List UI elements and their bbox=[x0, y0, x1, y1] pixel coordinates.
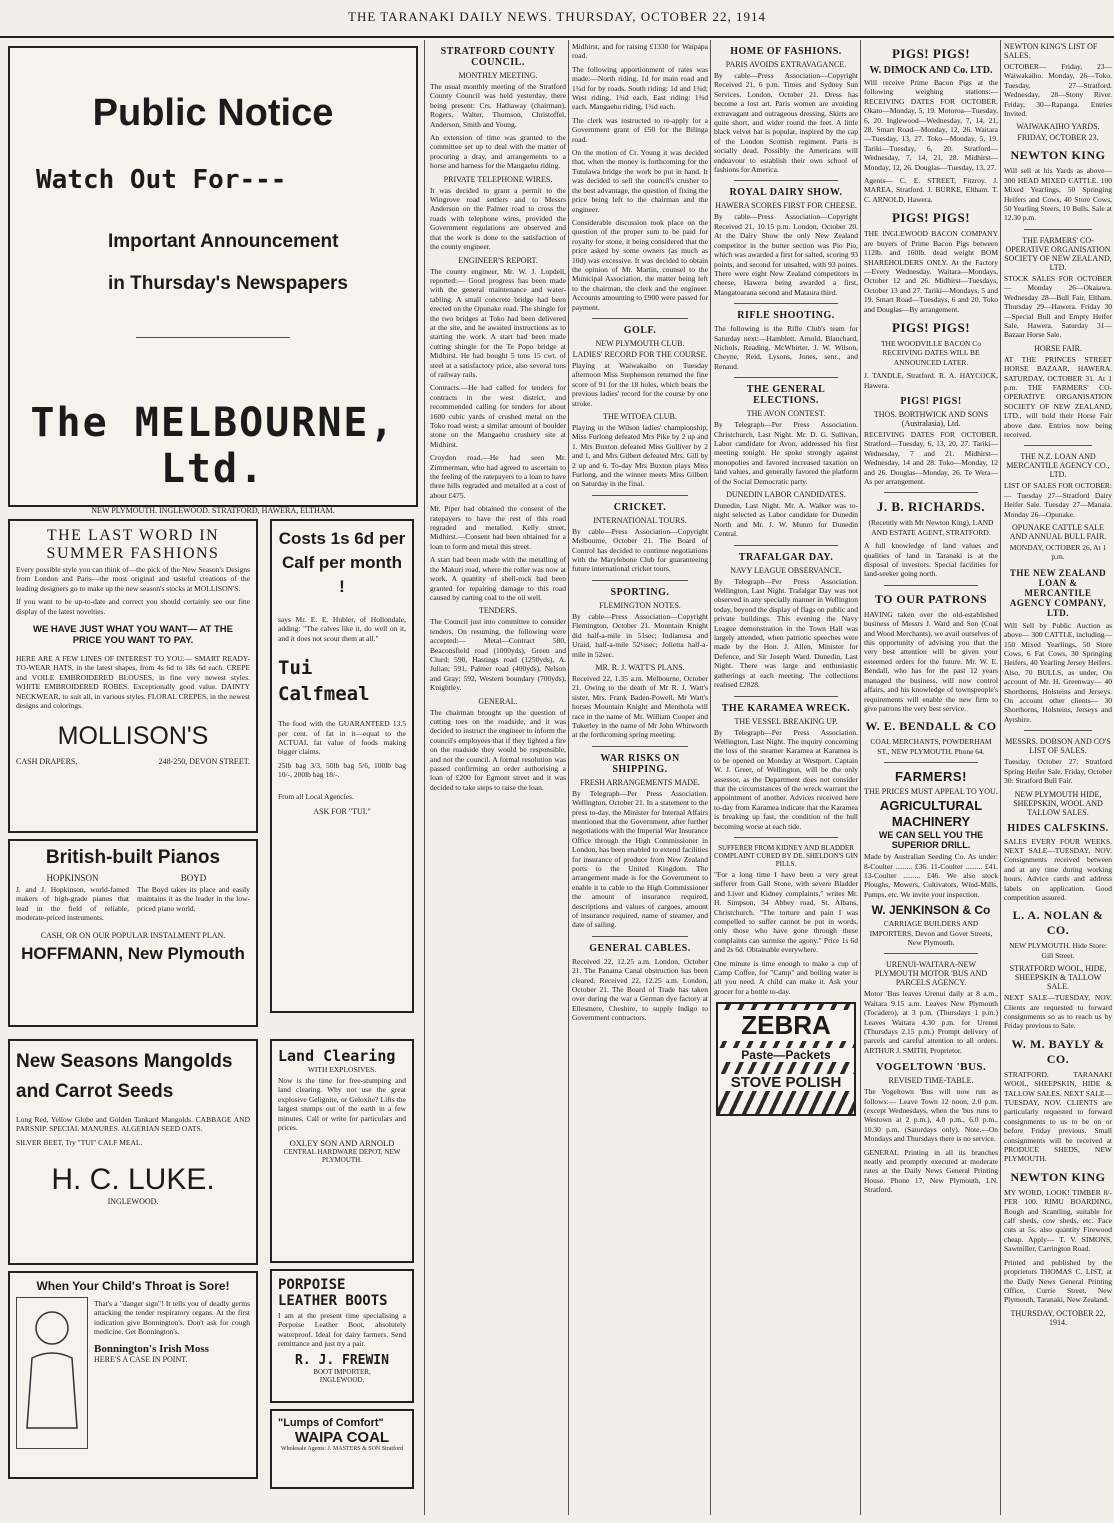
mollisons-intro: Every possible style you can think of—the pick of the New Season's Designs from London and Paris—the most original and tasteful creations of the leading designers go to make up the new season's stocks at MOLLISON'S. bbox=[16, 565, 250, 593]
mangolds-side: SILVER BEET, Try "TUI" CALF MEAL. bbox=[16, 1137, 143, 1147]
karamea-heading: THE KARAMEA WRECK. bbox=[721, 702, 851, 714]
col3-p3: On the motion of Cr. Young it was decided that, when the money is forthcoming for the Tutulawa bridge the work be put in hand. It was decided to sell the council's crusher to the best advantage, the question of fixing the price being left to the chairman and the engineer. bbox=[572, 148, 708, 214]
calfmeal-ad bbox=[270, 519, 414, 1013]
golf-body: Playing at Waiwakaiho on Tuesday afternoon Miss Stephenson returned the fine score of 91 for the 18 holes, which beats the previous ladies' record for the course by one stroke. bbox=[572, 360, 708, 408]
frewin-name: R. J. FREWIN bbox=[295, 1352, 389, 1368]
column-5 bbox=[864, 40, 998, 1515]
column-3 bbox=[572, 40, 708, 1515]
kidney-body: "For a long time I have been a very great sufferer from Gall Stone, with severe Bladder and Liver and Kidney complaints," writes Mr. H. Simpson, 34 Abbey road, St. Albans, Christchurch. "The torture and pain I was compelled to suffer cannot be put in words, only those who have gone through these complaints can surmise the agony." Price 1s 6d and 2s 6d. Obtainable everywhere. bbox=[714, 869, 858, 955]
pianos-terms: CASH, OR ON OUR POPULAR INSTALMENT PLAN. bbox=[40, 930, 226, 940]
stratford-council-heading: STRATFORD COUNTY COUNCIL. bbox=[440, 46, 556, 68]
opunake-heading: OPUNAKE CATTLE SALE AND ANNUAL BULL FAIR. bbox=[1009, 523, 1107, 541]
irish-moss-body: That's a "danger sign"! It tells you of deadly germs attacking the tender respiratory organs. At the first indication give Bonnington's. Don't ask for cough medicine. Get Bonnington's. bbox=[94, 1299, 250, 1337]
zebra-word: ZEBRA bbox=[718, 1010, 854, 1041]
council-p4: The county engineer, Mr. W. J. Lopdell, reported:— Good progress has been made with the general maintenance and water-tabling. A small concrete bridge had been erected on the Opunake road. The shingle for the two bridges at Toko had been delivered at the site, and he awaited instructions as to starting the work. A start had been made cutting shingle for the Te Popo bridge at Midhirst. He had bought 5 tons 15 cwt. of steel at a satisfactory price, also several tons of railway rails. bbox=[430, 266, 566, 379]
frewin-town: INGLEWOOD. bbox=[319, 1375, 365, 1384]
council-p9: The Council just into committee to consider tenders. On resuming, the following were accepted:— Metal—Contract 580, Beaconsfield road (1000yds), Green and Clurd; 590, Hastings road (1250yds), A. Julian; 591, Palmer road (400yds), Nelson and Gray; 592, Western boundary (700yds), Knightley. bbox=[430, 617, 566, 693]
frewin-trade: BOOT IMPORTER, bbox=[313, 1367, 371, 1376]
zebra-polish: STOVE POLISH bbox=[718, 1074, 854, 1091]
woodville-agents: J. TANDLE, Stratford. R. A. HAYCOCK, Hawera. bbox=[864, 371, 998, 390]
newton-king-list-heading: NEWTON KING'S LIST OF SALES. bbox=[1004, 42, 1098, 60]
trafalgar-body: By Telegraph—Per Press Association. Wellington, Last Night. Trafalgar Day was not observed in any specially manner in Wellington today, beyond the display of flags on public and private buildings. This evening the Navy League demonstration in the Town Hall was largely attended, when patriotic speeches were made by the Hon. J. Allen, Minister for Defence, and Sir Joseph Ward. Dunedin, Last Night. There was large and enthusiastic gatherings at each meeting. The collections realised £2828. bbox=[714, 576, 858, 690]
watch-out-text: Watch Out For--- bbox=[36, 165, 287, 195]
public-notice-ad bbox=[8, 46, 418, 515]
zebra-paste: Paste—Packets bbox=[718, 1048, 854, 1062]
column-4 bbox=[714, 40, 858, 1515]
dairy-body: By cable—Press Association—Copyright Received 21, 10.15 p.m. London, October 20. At the Dairy Show the only New Zealand competitor in the butter section was Pio Pio, which was awarded a first for salted, scoring 93 points, and second for unsalted, with 93 points. There were eight New Zealand competitors in cheese, Hawera being awarded a first, Mangatoarana second and Mataura third. bbox=[714, 212, 858, 297]
mollisons-items: HERE ARE A FEW LINES OF INTEREST TO YOU:— SMART READY-TO-WEAR HATS, in the latest shapes, from 4s 6d to 18s 6d each. CREPE and VOILE EMBROIDERED BLOUSES, in fine very newest styles. WHITE EMBROIDERED ROBES. Exceptionally good value. DAINTY NECKWEAR, to suit all, in various styles. FLORAL CREPES, in the newest designs and colorings. bbox=[16, 654, 250, 711]
tui-calfmeal-brand: Tui Calfmeal bbox=[278, 657, 370, 706]
pigs-heading-4: PIGS! PIGS! bbox=[900, 395, 962, 407]
column-6 bbox=[1004, 40, 1112, 1515]
important-announcement: Important Announcement bbox=[108, 231, 339, 252]
sporting-heading: SPORTING. bbox=[610, 586, 670, 598]
farmers-sub: THE PRICES MUST APPEAL TO YOU. bbox=[864, 787, 998, 797]
hides-body: SALES EVERY FOUR WEEKS. NEXT SALE—TUESDAY, NOV. Consignments received between and at any time during working hours. Advice cards and address labels on application. Good competition assured. bbox=[1004, 836, 1112, 902]
printing-notice: GENERAL Printing in all its branches neatly and promptly executed at moderate rates at the Daily News General Printing House. Phone 17, New Plymouth, LN. Stratford. bbox=[864, 1147, 998, 1195]
pianos-ad bbox=[8, 839, 258, 1027]
boyd-text: The Boyd takes its place and easily maintains it as the leader in the low-priced piano world. bbox=[137, 885, 250, 913]
public-notice-title: Public Notice bbox=[92, 92, 334, 134]
vogeltown-heading: VOGELTOWN 'BUS. bbox=[875, 1061, 987, 1074]
column-rule bbox=[424, 40, 425, 1515]
dimock-agents: Agents— C. E. STREET, Fitzroy. J. MAREA, Stratford. J. BURKE, Eltham. T. C. ARNOLD, Hawera. bbox=[864, 176, 998, 204]
avon-body: By Telegraph—Per Press Association. Christchurch, Last Night. Mr. D. G. Sullivan, Labor candidate for Avon, addressed his first meeting tonight. He spoke strongly against monopolies and favored increased taxation on land values, and generally favored the platform of the Social Democratic party. bbox=[714, 420, 858, 486]
council-p6: Croydon road.—He had seen Mr. Zimmerman, who had agreed to ascertain to the feeling of the ratepayers to a loan to have three hills regraded and metalled at a cost of about £475. bbox=[430, 453, 566, 500]
tenders-sub: TENDERS. bbox=[479, 606, 517, 616]
col3-lead: Midhirst, and for raising £1330 for Waipapa road. bbox=[572, 42, 708, 61]
cricket-body: By cable—Press Association—Copyright Melbourne, October 21. The Board of Control has decided to continue negotiations with the Marylebone Club for guaranteeing future international cricket tours. bbox=[572, 526, 708, 574]
trafalgar-heading: TRAFALGAR DAY. bbox=[738, 551, 834, 563]
hoffmann-name: HOFFMANN, New Plymouth bbox=[21, 943, 245, 963]
porpoise-body: I am at the present time specialising a Porpoise Leather Boot, absolutely waterproof. Ideal for dairy farmers. Send remittance and just try a pair. bbox=[278, 1311, 406, 1349]
divider bbox=[1024, 229, 1092, 230]
council-p5: Contracts.—He had called for tenders for contracts in the west district, and recommended calling for tenders for about 1600 cubic yards of crushed metal on the Toko road west; a similar amount of boulder stone on the Mangaehu crushery site at Midhirst. bbox=[430, 383, 566, 449]
calfmeal-prices: 25lb bag 3/3, 50lb bag 5/6, 100lb bag 10/-, 200lb bag 18/-. bbox=[278, 760, 406, 780]
zebra-stove-polish-ad bbox=[716, 1002, 856, 1116]
land-clearing-heading: Land Clearing bbox=[278, 1047, 396, 1065]
dunedin-sub: DUNEDIN LABOR CANDIDATES. bbox=[726, 490, 846, 499]
waiwakaiho-yards: WAIWAKAIHO YARDS. bbox=[1016, 122, 1100, 132]
divider bbox=[592, 580, 688, 581]
patrons-heading: TO OUR PATRONS bbox=[874, 591, 988, 606]
divider bbox=[884, 762, 978, 763]
kidney-heading: SUFFERER FROM KIDNEY AND BLADDER COMPLAINT CURED BY DE. SHELDON'S GIN PILLS. bbox=[714, 843, 858, 868]
divider bbox=[592, 495, 688, 496]
war-risks-heading: WAR RISKS ON SHIPPING. bbox=[600, 752, 680, 775]
divider bbox=[734, 696, 838, 697]
irish-moss-ad bbox=[8, 1271, 258, 1479]
calfmeal-heading: Costs 1s 6d per Calf per month ! bbox=[278, 529, 406, 596]
sporting-sub: FLEMINGTON NOTES. bbox=[599, 600, 681, 610]
stratford-wool-heading: STRATFORD WOOL, HIDE, SHEEPSKIN & TALLOW SALE. bbox=[1009, 964, 1107, 992]
golf-sub: NEW PLYMOUTH CLUB. bbox=[595, 338, 685, 348]
stock-sales-body: STOCK SALES FOR OCTOBER— Monday 26—Okaiawa. Wednesday 28—Bull Fair, Eltham. Thursday 29—Hawera. Friday 30—Special Bull and Empty Heifer Sale, Hawera. Saturday 31—Bazaar Horse Sale. bbox=[1004, 273, 1112, 340]
calfmeal-agencies: From all Local Agencies. bbox=[278, 791, 354, 801]
waipa-agents: Wholesale Agents: J. MASTERS & SON Stratford bbox=[280, 1446, 404, 1452]
paris-sub: PARIS AVOIDS EXTRAVAGANCE. bbox=[725, 60, 847, 69]
column-rule bbox=[860, 40, 861, 1515]
friday-date: FRIDAY, OCTOBER 23. bbox=[1017, 133, 1099, 143]
mollisons-cash: CASH DRAPERS, bbox=[16, 757, 78, 767]
divider bbox=[884, 953, 978, 954]
hopkinson-text: J. and J. Hopkinson, world-famed makers of high-grade pianos that lead in the field of reliable, moderate-priced instruments. bbox=[16, 885, 129, 923]
hides-calfskins: HIDES CALFSKINS. bbox=[1007, 822, 1109, 834]
bayly-body: STRATFORD. TARANAKI WOOL, SHEEPSKIN, HIDE & TALLOW SALES. NEXT SALE—TUESDAY, NOV. CLIENTS are particularly requested to forward consignments to us to be on or before Friday previous. Small consignments will be received at PRODUCE SHEDS, NEW PLYMOUTH. bbox=[1004, 1069, 1112, 1164]
oxley-name: OXLEY SON AND ARNOLD bbox=[289, 1138, 395, 1149]
luke-town: INGLEWOOD. bbox=[107, 1197, 159, 1207]
newton-king-name-2: NEWTON KING bbox=[1010, 1169, 1106, 1184]
machinery-heading: AGRICULTURAL MACHINERY bbox=[879, 798, 983, 830]
bendall-sub: COAL MERCHANTS, POWDERHAM ST., NEW PLYMOUTH. Phone 64. bbox=[870, 737, 992, 756]
karamea-body: By Telegraph—Per Press Association. Wellington, Last Night. The inquiry concerning the loss of the steamer Karamea at Karamea is to be opened on Monday at Westport. Captain W. J. Greer, of Wellington, will be the only assessor, as the Department does not consider that the circumstances of the wreck warrant the appointment of another. Advices received here to-day from Karamea indicate that the Karamea is breaking up fast, the condition of the hull becoming worse at each tide. bbox=[714, 727, 858, 831]
richards-name: J. B. RICHARDS. bbox=[876, 499, 986, 515]
pigs-heading-2: PIGS! PIGS! bbox=[891, 210, 971, 226]
divider bbox=[884, 585, 978, 586]
divider bbox=[734, 303, 838, 304]
vogeltown-sub: REVISED TIME-TABLE. bbox=[888, 1076, 974, 1086]
dunedin-body: Dunedin, Last Night. Mr. A. Walker was to-night selected as Labor candidate for Dunedin North and Mr. J. W. Munro for Dunedin Central. bbox=[714, 501, 858, 539]
bendall-name: W. E. BENDALL & CO bbox=[865, 719, 997, 734]
nolan-name: L. A. NOLAN & CO. bbox=[1012, 908, 1104, 938]
thursday-newspapers: in Thursday's Newspapers bbox=[108, 273, 348, 294]
loan-heading: THE N.Z. LOAN AND MERCANTILE AGENCY CO., LTD. bbox=[1006, 452, 1110, 480]
porpoise-heading: PORPOISE LEATHER BOOTS bbox=[278, 1277, 388, 1309]
mangolds-heading: New Seasons Mangolds and Carrot Seeds bbox=[16, 1051, 233, 1102]
royal-dairy-heading: ROYAL DAIRY SHOW. bbox=[729, 187, 843, 199]
pigs-heading-3: PIGS! PIGS! bbox=[891, 319, 971, 335]
mollisons-name: MOLLISON'S bbox=[57, 722, 209, 751]
melbourne-ltd: The MELBOURNE, Ltd. bbox=[30, 400, 396, 492]
waipa-coal-brand: WAIPA COAL bbox=[294, 1429, 390, 1446]
mangolds-body: Long Red, Yellow Globe and Golden Tankard Mangolds. CABBAGE AND PARSNIP. SPECIAL MANURES. ALGERIAN SEED OATS. bbox=[16, 1115, 250, 1134]
horse-fair-body: AT THE PRINCES STREET HORSE BAZAAR, HAWERA. SATURDAY, OCTOBER 31. At 1 p.m. THE FARMERS' CO-OPERATIVE ORGANISATION SOCIETY OF NEW ZEALAND, LTD., will hold their Horse Fair above date. Entries now being received. bbox=[1004, 354, 1112, 439]
divider bbox=[1024, 445, 1092, 446]
col3-p2: The clerk was instructed to re-apply for a Government grant of £50 for the Bilinga road. bbox=[572, 115, 708, 144]
divider bbox=[734, 180, 838, 181]
council-p1: The usual monthly meeting of the Stratford County Council was held yesterday, there being present: Crs. Hathaway (chairman), Rogers, Walter, Thomson, Christoffel, Anderson, Smith and Young. bbox=[430, 82, 566, 129]
mollisons-heading: THE LAST WORD IN SUMMER FASHIONS bbox=[46, 527, 220, 562]
masthead: THE TARANAKI DAILY NEWS. THURSDAY, OCTOBER 22, 1914 bbox=[0, 0, 1114, 38]
nolan-body: NEW PLYMOUTH. Hide Store: Gill Street. bbox=[1009, 941, 1107, 960]
pigs-heading-1: PIGS! PIGS! bbox=[891, 46, 971, 61]
council-p2: An extension of time was granted to the committee set up to deal with the matter of procuring a dray, and arrangements to a horse and harness for the Mangaehu riding. bbox=[430, 133, 566, 171]
council-p3: It was decided to grant a permit to the Wingrove road settlers and to Messrs Anderson on the Palmer road to cross the roads with telephone wires, provided the Government regulations are observed and that the work is done to the satisfaction of the county engineer. bbox=[430, 185, 566, 252]
witoa-body: Playing in the Wilson ladies' championship, Miss Furlong defeated Mrs Pike by 2 up and 1. Mrs Buxton defeated Miss Gulliver by 2 and 1, and Mrs Gilbert defeated Mrs. Gill by 2 up and 6. To-day Mrs Buxton plays Miss Furlong, and the winner meets Miss Gilbert on Saturday in the final. bbox=[572, 423, 708, 489]
divider bbox=[1024, 730, 1092, 731]
hopkinson-name: HOPKINSON bbox=[46, 873, 99, 883]
mollisons-note: If you want to be up-to-date and correct you should certainly see our fine display of the latest novelties. bbox=[16, 597, 250, 616]
mangolds-ad bbox=[8, 1039, 258, 1265]
richards-body: A full knowledge of land values and qualities of land in Taranaki is at the disposal of investors. Special facilities for land-seeker going north. bbox=[864, 541, 998, 579]
divider bbox=[884, 492, 978, 493]
calfmeal-quote: says Mr. E. E. Hubler, of Hollondale, adding: "The calves like it, do well on it, and it does not scour them at all." bbox=[278, 615, 406, 643]
monthly-meeting-sub: MONTHLY MEETING. bbox=[458, 71, 538, 80]
boyd-name: BOYD bbox=[180, 873, 207, 883]
horse-fair-heading: HORSE FAIR. bbox=[1034, 343, 1082, 353]
timber-ad: MY WORD, LOOK! TIMBER 8/- PER 100. RIMU BOARDING, Rough and Scantling, suitable for calf sheds, cow sheds, etc. Face cuts at 5s. also quantity Firewood cheap. Apply— T. V. SIMONS, Sawmiller, Carrington Road. bbox=[1004, 1187, 1112, 1254]
hawera-sub: HAWERA SCORES FIRST FOR CHEESE. bbox=[715, 201, 857, 211]
divider bbox=[592, 318, 688, 319]
witoa-sub: THE WITOEA CLUB. bbox=[603, 412, 677, 421]
mollisons-address: 248-250, DEVON STREET. bbox=[158, 757, 250, 767]
cricket-heading: CRICKET. bbox=[613, 501, 667, 513]
opunake-body: MONDAY, OCTOBER 26, At 1 p.m. bbox=[1009, 543, 1107, 562]
farmers-heading: FARMERS! bbox=[895, 769, 967, 785]
child-illustration bbox=[16, 1297, 88, 1449]
melbourne-towns: NEW PLYMOUTH. INGLEWOOD. STRATFORD, HAWERA, ELTHAM. bbox=[91, 506, 335, 515]
calfmeal-body: The food with the GUARANTEED 13.5 per cent. of fat in it—equal to the ACTUAL fat value of foods making bigger claims. bbox=[278, 719, 406, 757]
war-risks-body: By Telegraph—Per Press Association. Wellington, October 21. In a statement to the press to-day, the Minister for Internal Affairs mentioned that the Government, after further negotiations with the Imperial War Insurance Office through the High Commissioner in London, has been enabled to extend facilities for insurance of produce from New Zealand ports to the United Kingdom. The arrangement made is for the Government to enable it to cable to the High Commissioner the amount of insurance required, descriptions and values of cargoes, amount of insurance required, name of steamer, and date of sailing. bbox=[572, 788, 708, 930]
golf-heading: GOLF. bbox=[623, 324, 657, 336]
sporting-body: By cable—Press Association—Copyright Flemington, October 21. Mountain Knight did half-a-mile in 51sec; Indianusa and Uraid, half-a-mile 52¼sec; Jolietta half-a-mile in 52sec. bbox=[572, 611, 708, 659]
council-p10: The chairman brought up the question of cutting toes on the roadside, and it was decided to instruct the engineer to inform the council's employees that if they lighted a fire on the roadside they would be responsible, and not the council. A formal resolution was passed confirming an order authorising a loan of £200 for Egmont street and it was decided to take steps to raise the loan. bbox=[430, 707, 566, 792]
col3-p4: Considerable discussion took place on the question of the proper sum to be paid for royalty for stone, it being considered that the price asked by some owners (as much as 10d) was excessive. It was decided to obtain the opinion of Mr. Martin, counsel to the Municipal Association, the matter being left to the chairman, the clerk and the engineer. Accounts amounting to £900 were passed for payment. bbox=[572, 217, 708, 312]
pianos-heading: British-built Pianos bbox=[45, 847, 221, 868]
calfmeal-ask: ASK FOR "TUI." bbox=[313, 807, 371, 817]
council-p7: Mr. Piper had obtained the consent of the ratepayers to have the rest of this road regraded and metalled. Kelly street, Midhirst.—Consent had been obtained for a loan to form and metal this street. bbox=[430, 504, 566, 551]
borthwick-body: RECEIVING DATES FOR OCTOBER. Stratford—Tuesday, 6, 13, 20, 27. Tariki—Wednesday, 7 and 21. Midhirst—Wednesday, 14 and 28. Toko—Monday, 12 and 26. Douglas—Monday, 26. Te Wera—As per arrangement. bbox=[864, 429, 998, 486]
dimock-name: W. DIMOCK AND Co. LTD. bbox=[869, 65, 993, 76]
oxley-sub: CENTRAL HARDWARE DEPOT, NEW PLYMOUTH. bbox=[283, 1148, 401, 1165]
dobson-body: Tuesday, October 27: Stratford Spring Heifer Sale. Friday, October 30: Stratford Bull Fair. bbox=[1004, 757, 1112, 786]
vogeltown-body: The Vogeltown 'Bus will now run as follows:— Leave Town 12 noon, 2.0 p.m. (except Wednesdays, when the 'bus runs to Westown at 2 p.m.), 4.0 p.m., 6.0 p.m., 10.30 p.m. (Saturdays only). Note.—On Mondays and Thursdays there is no service. bbox=[864, 1087, 998, 1144]
divider bbox=[734, 837, 838, 838]
irish-moss-brand: Bonnington's Irish Moss bbox=[94, 1342, 209, 1355]
divider bbox=[592, 746, 688, 747]
stratford-wool-body: NEXT SALE—TUESDAY, NOV. Clients are requested to forward consignments so as to reach us by Friday previous to Sale. bbox=[1004, 993, 1112, 1031]
dimock-body: Will receive Prime Bacon Pigs at the following weighing stations:— RECEIVING DATES FOR OCTOBER. Okato—Monday, 5, 19. Motoroa—Tuesday, 6, 20. Inglewood—Wednesday, 7, 14, 21, 28. Smart Road—Monday, 12, 26. Waitara—Tuesday, 13, 27. Toko—Monday, 5, 19. Tariki—Tuesday, 6, 20. Stratford—Wednesday, 7, 14, 21, 28. Midhirst—Monday, 12, 26. Douglas—Tuesday, 13, 27. bbox=[864, 78, 998, 172]
column-rule bbox=[710, 40, 711, 1515]
land-clearing-body: Now is the time for free-stumping and land clearing. Why not use the great explosive Gelignite, or Geloxite? Lifts the largest stumps out of the earth in a few minutes. Call or write for particulars and prices. bbox=[278, 1076, 406, 1133]
karamea-sub: THE VESSEL BREAKING UP. bbox=[734, 716, 838, 726]
mollisons-ad bbox=[8, 519, 258, 833]
watt-sub: MR. R. J. WATT'S PLANS. bbox=[595, 662, 685, 672]
land-clearing-sub: WITH EXPLOSIVES. bbox=[307, 1065, 377, 1074]
inglewood-bacon-body: THE INGLEWOOD BACON COMPANY are buyers of Prime Bacon Pigs between 112lb. and 160lb. dead weight BOM SHAREHOLDERS ONLY. At the Factory—Every Wednesday. Waitara—Mondays, October 12 and 26. Midhirst—Tuesdays, October 13 and 27. Tariki—Mondays, 5 and 19. Smart Road—Tuesdays, 6 and 20. Toko and Douglas—By arrangement. bbox=[864, 229, 998, 314]
issue-date: THURSDAY, OCTOBER 22, 1914. bbox=[1010, 1308, 1106, 1327]
watt-body: Received 22, 1.35 a.m. Melbourne, October 21. Owing to the death of Mr R. J. Watt's sister, Mrs. Frank Baden-Powell, Mr Watt's horses Mountain Knight and Menthola will race in the name of Mr. William Cooper and Tukerley in the name of Mr John Whitworth at the forthcoming spring meeting. bbox=[572, 673, 708, 740]
loan-body: LIST OF SALES FOR OCTOBER:— Tuesday 27—Stratford Dairy Heifer Sale. Tuesday 27—Manaia. Monday 26—Opunake. bbox=[1004, 481, 1112, 519]
general-cables-heading: GENERAL CABLES. bbox=[589, 942, 691, 954]
luke-name: H. C. LUKE. bbox=[51, 1163, 215, 1197]
mollisons-banner: WE HAVE JUST WHAT YOU WANT— AT THE PRICE YOU WANT TO PAY. bbox=[32, 624, 234, 647]
land-clearing-ad bbox=[270, 1039, 414, 1263]
bayly-name: W. M. BAYLY & CO. bbox=[1011, 1036, 1105, 1066]
jenkinson-sub: CARRIAGE BUILDERS AND IMPORTERS, Devon and Gover Streets, New Plymouth. bbox=[869, 919, 993, 947]
waipa-coal-ad bbox=[270, 1409, 414, 1489]
general-sub: GENERAL. bbox=[478, 696, 518, 706]
farmers-coop-heading: THE FARMERS' CO-OPERATIVE ORGANISATION SOCIETY OF NEW ZEALAND, LTD. bbox=[1004, 235, 1112, 272]
dobson-heading: MESSRS. DOBSON AND CO'S LIST OF SALES. bbox=[1005, 737, 1111, 756]
golf-sub2: LADIES' RECORD FOR THE COURSE. bbox=[572, 349, 708, 359]
elections-heading: THE GENERAL ELECTIONS. bbox=[746, 384, 826, 407]
woodville-body: THE WOODVILLE BACON Co RECEIVING DATES WILL BE ANNOUNCED LATER. bbox=[880, 338, 982, 367]
nz-loan-heading: THE NEW ZEALAND LOAN & MERCANTILE AGENCY COMPANY, LTD. bbox=[1009, 567, 1107, 618]
fashions-body: By cable—Press Association—Copyright Received 21, 6 p.m. Times and Sydney Sun Services. London, October 21. Dress has become a lost art. Paris women are avoiding extravagant and outrageous dressing. Skirts are quite short, and wider round the feet. A little black velvet hat is popular, inspired by the cap of the London Scottish regiment. Paris is socially dead. Possibly the Americans will endeavour to establish their own school of fashions for America. bbox=[714, 71, 858, 175]
divider bbox=[592, 936, 688, 937]
newton-king-sale-body: Will sell at his Yards as above— 300 HEAD MIXED CATTLE. 100 Mixed Yearlings, 50 Springing Heifers and Cows, 40 Store Cows, 50 Yearling Steers, 10 Bulls. Sale at 12.30 p.m. bbox=[1004, 166, 1112, 223]
navy-league-sub: NAVY LEAGUE OBSERVANCE. bbox=[730, 565, 842, 575]
war-risks-sub: FRESH ARRANGEMENTS MADE. bbox=[580, 777, 700, 787]
column-rule bbox=[568, 40, 569, 1515]
telephone-wires-sub: PRIVATE TELEPHONE WIRES. bbox=[443, 174, 553, 184]
general-cables-body: Received 22, 12.25 a.m. London, October 21. The Panama Canal obstruction has been cleared. Received 22, 12.25 a.m. London, October 21. The Board of Trade has taken over during the war a German dye factory at Ellesmere, Cheshire, to supply Indigo to Government contractors. bbox=[572, 956, 708, 1023]
hides-heading: NEW PLYMOUTH HIDE, SHEEPSKIN, WOOL AND TALLOW SALES. bbox=[1013, 789, 1103, 817]
nz-loan-body: Will Sell by Public Auction as above— 300 CATTLE, including— 150 Mixed Yearlings, 50 Store Cows, 6 Fat Cows, 30 Springing Heifers, 40 Yearling Jersey Heifers. Also, 70 BULLS, as under, On account of Mr. H. Greenway— 40 Shorthorns, Holsteins and Jerseys. On account other clients— 30 Shorthorns, Holsteins, Jerseys and Ayrshire. bbox=[1004, 620, 1112, 724]
cricket-sub: INTERNATIONAL TOURS. bbox=[593, 515, 687, 525]
irish-moss-heading: When Your Child's Throat is Sore! bbox=[36, 1279, 230, 1293]
patrons-body: HAVING taken over the old-established business of Messrs J. Ward and Son (Coal and Wood Merchants), we avail ourselves of this opportunity of advising you that the very best attention will be given your esteemed orders for the future. Mr. W. E. Bendall, who has for the past 12 years managed the business, will now control affairs, and his knowledge of townspeople's requirements will enable the new firm to give patrons the very best service. bbox=[864, 609, 998, 713]
divider bbox=[136, 337, 290, 338]
col3-p1: The following apportionment of rates was made:—North riding, 1d for main road and 1¾d for by roads. South riding: 1d and 1¾d; West riding, 1¾d each. East riding: 1¾d each. Mangaehu riding, 1¾d each. bbox=[572, 64, 708, 112]
column-1 bbox=[4, 40, 422, 1515]
divider bbox=[734, 377, 838, 378]
rifle-body: The following is the Rifle Club's team for Saturday next:—Hamblett, Arnold, Blanchard, Nichols, Reading, McWhirter, J. W. Wilson, Cheyne, Reid, Lysons, Jones, senr., and Renaud. bbox=[714, 324, 858, 371]
council-p8: A start had been made with the metalling of the Makuri road, where the roller was now at work. A quantity of shell-rock had been granted for repairing damage to this road caused by carting coal to the oil well. bbox=[430, 555, 566, 602]
porpoise-ad bbox=[270, 1269, 414, 1403]
camp-coffee-body: One minute is time enough to make a cup of Camp Coffee, for "Camp" and boiling water is all you need. A child can make it. Ask your grocer for a bottle to-day. bbox=[714, 958, 858, 996]
urenui-heading: URENUI-WAITARA-NEW PLYMOUTH MOTOR 'BUS AND PARCELS AGENCY. bbox=[874, 960, 988, 988]
urenui-body: Motor 'Bus leaves Urenui daily at 8 a.m., Waitara 9.15 a.m. Leaves New Plymouth (Tocadero), at 3 p.m. (Thursdays 1 p.m.) Leaves Waitara 4.30 p.m. for Urenui (Thursdays 2.15 p.m.) Prompt delivery of parcels and careful attention to all orders. ARTHUR J. SMITH, Proprietor. bbox=[864, 989, 998, 1055]
richards-sub: (Recently with Mr Newton King), LAND AND ESTATE AGENT, STRATFORD. bbox=[868, 518, 994, 537]
drill-heading: WE CAN SELL YOU THE SUPERIOR DRILL. bbox=[878, 830, 984, 851]
home-of-fashions-heading: HOME OF FASHIONS. bbox=[730, 46, 842, 57]
printed-published: Printed and published by the proprietors THOMAS C. LIST, at the Daily News General Printing Office, Currie Street, New Plymouth, Taranaki, New Zealand. bbox=[1004, 1257, 1112, 1305]
engineer-report-sub: ENGINEER'S REPORT. bbox=[458, 255, 538, 265]
newton-king-list-body: OCTOBER— Friday, 23—Waiwakaiho. Monday, 26—Toko. Tuesday, 27—Stratford. Wednesday, 28—Stony River. Friday, 30—Rapanga. Entries Invited. bbox=[1004, 62, 1112, 119]
jenkinson-name: W. JENKINSON & Co bbox=[871, 903, 991, 918]
borthwick-name: THOS. BORTHWICK AND SONS (Australasia), Ltd. bbox=[873, 409, 989, 428]
drill-body: Made by Australian Seeding Co. As under: 8-Coulter ......... £36. 11-Coulter ......... £41. 13-Coulter ......... £46. We also stock Ploughs, Mowers, Cultivators, Wind-Mills, Pumps, etc. We invite your inspection. bbox=[864, 852, 998, 899]
column-2 bbox=[430, 40, 566, 1515]
newton-king-name: NEWTON KING bbox=[1010, 148, 1106, 163]
avon-sub: THE AVON CONTEST. bbox=[746, 409, 826, 419]
divider bbox=[734, 545, 838, 546]
rifle-heading: RIFLE SHOOTING. bbox=[737, 310, 835, 322]
column-rule bbox=[1000, 40, 1001, 1515]
lumps-heading: "Lumps of Comfort" bbox=[278, 1417, 384, 1429]
irish-moss-tag: HERE'S A CASE IN POINT. bbox=[94, 1354, 188, 1364]
